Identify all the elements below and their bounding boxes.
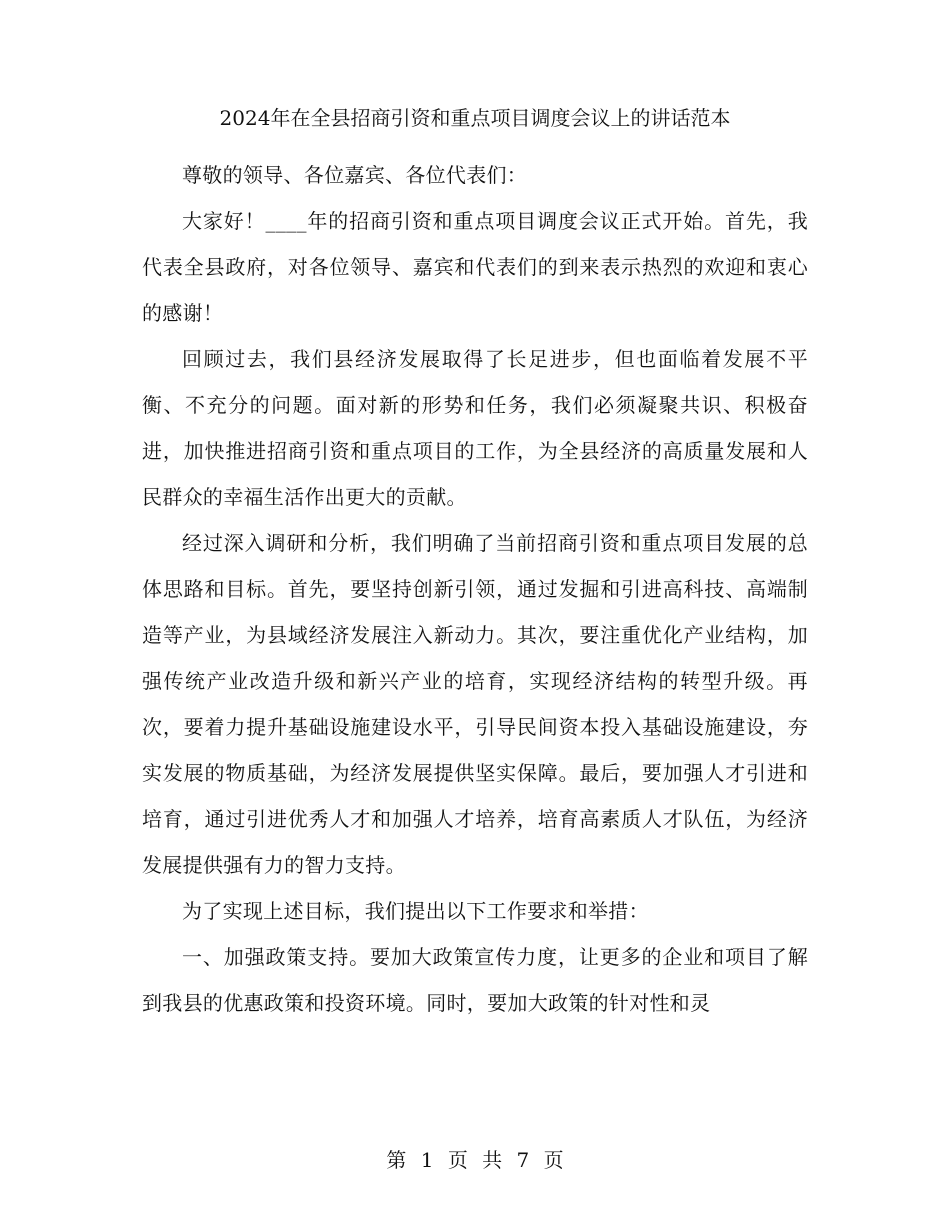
paragraph-strategy: 经过深入调研和分析，我们明确了当前招商引资和重点项目发展的总体思路和目标。首先，要坚持创新引领，通过发掘和引进高科技、高端制造等产业，为县域经济发展注入新动力。其次，要注重优化产业结构，加强传统产业改造升级和新兴产业的培育，实现经济结构的转型升级。再次，要着力提升基础设施建设水平，引导民间资本投入基础设施建设，夯实发展的物质基础，为经济发展提供坚实保障。最后，要加强人才引进和培育，通过引进优秀人才和加强人才培养，培育高素质人才队伍，为经济发展提供强有力的智力支持。 [142,531,808,877]
document-title: 2024年在全县招商引资和重点项目调度会议上的讲话范本 [219,106,731,130]
paragraph-review: 回顾过去，我们县经济发展取得了长足进步，但也面临着发展不平衡、不充分的问题。面对新的形势和任务，我们必须凝聚共识、积极奋进，加快推进招商引资和重点项目的工作，为全县经济的高质量发展和人民群众的幸福生活作出更大的贡献。 [142,347,808,509]
document-body [142,152,808,1026]
paragraph-policy-support: 一、加强政策支持。要加大政策宣传力度，让更多的企业和项目了解到我县的优惠政策和投资环境。同时，要加大政策的针对性和灵 [142,945,808,1015]
paragraph-requirements-intro: 为了实现上述目标，我们提出以下工作要求和举措： [182,899,649,923]
page-number: 第 1 页 共 7 页 [386,1148,564,1172]
paragraph-opening: 大家好！____年的招商引资和重点项目调度会议正式开始。首先，我代表全县政府，对各位领导、嘉宾和代表们的到来表示热烈的欢迎和衷心的感谢！ [142,209,808,325]
salutation: 尊敬的领导、各位嘉宾、各位代表们： [182,163,528,187]
